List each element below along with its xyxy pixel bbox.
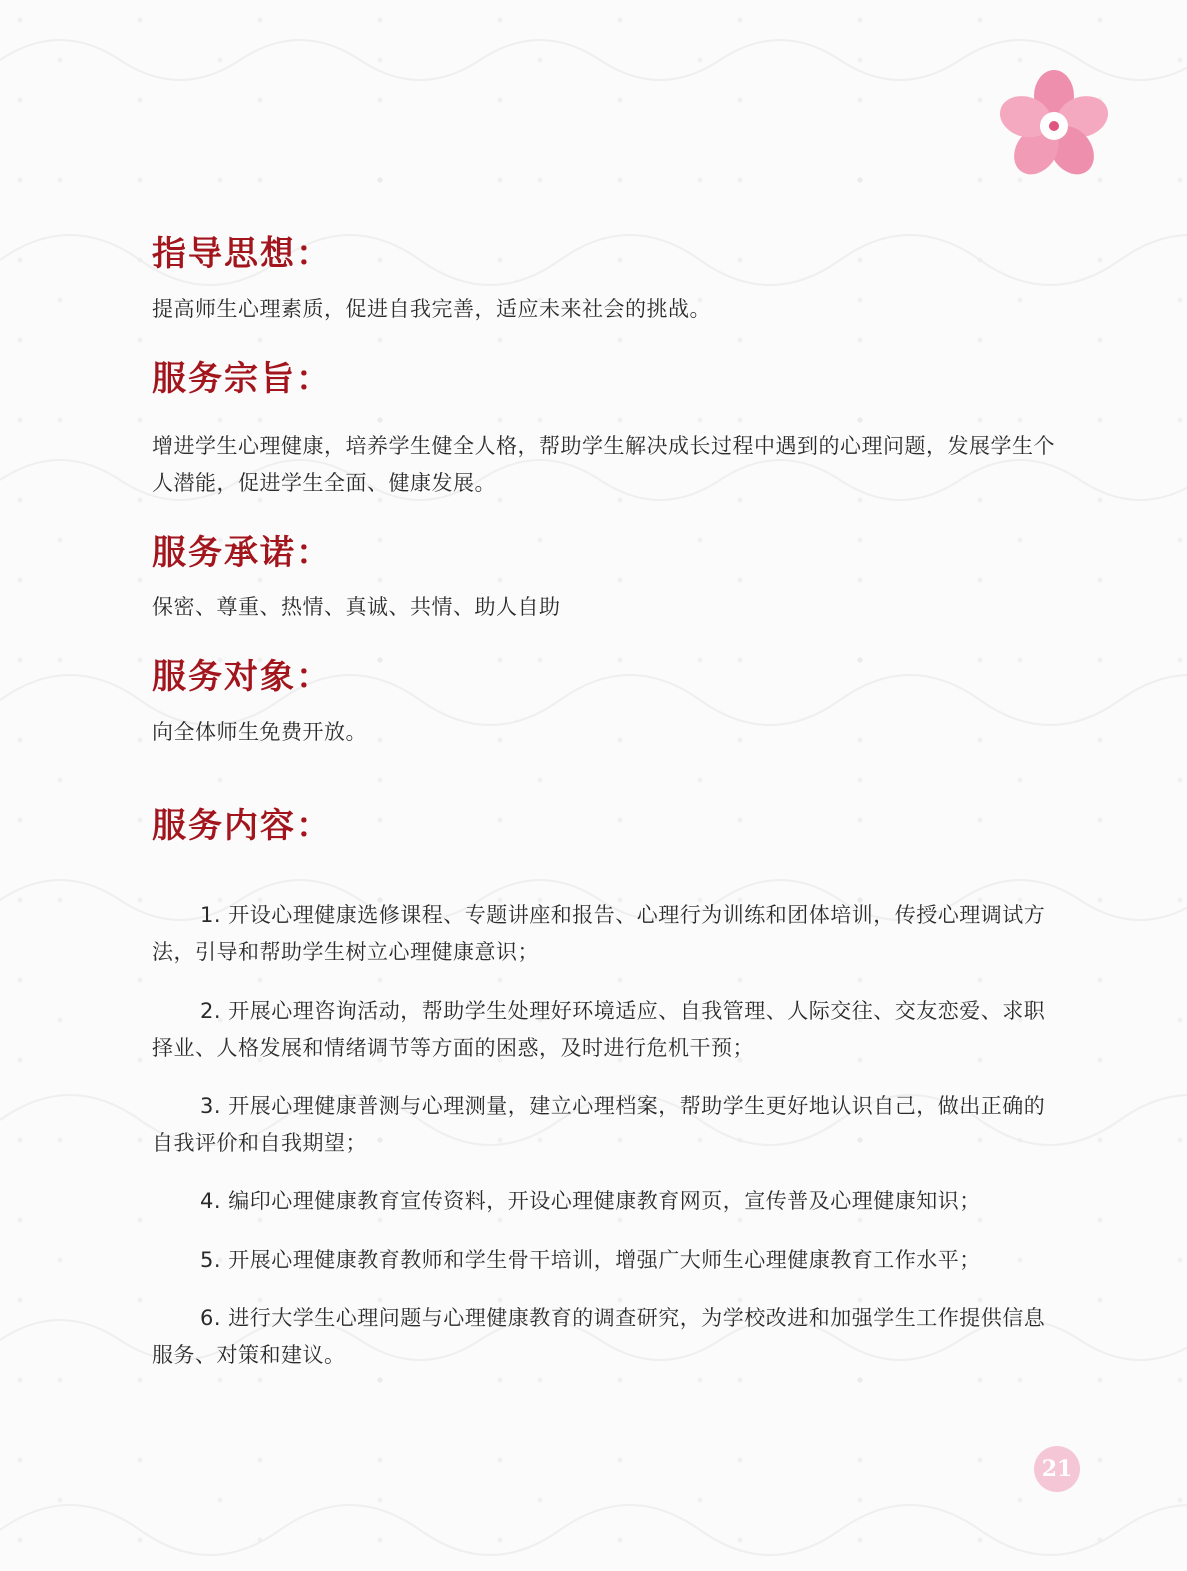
service-content-heading: 服务内容： [152, 806, 332, 846]
service-content-item: 3. 开展心理健康普测与心理测量，建立心理档案，帮助学生更好地认识自己，做出正确的自我评价和自我期望； [152, 1094, 1046, 1155]
service-audience-heading: 服务对象： [152, 657, 332, 697]
service-purpose-text: 增进学生心理健康，培养学生健全人格，帮助学生解决成长过程中遇到的心理问题，发展学生个人潜能，促进学生全面、健康发展。 [152, 434, 1055, 495]
service-promise-heading: 服务承诺： [152, 533, 332, 573]
service-content-item: 2. 开展心理咨询活动，帮助学生处理好环境适应、自我管理、人际交往、交友恋爱、求职择业、人格发展和情绪调节等方面的困惑，及时进行危机干预； [152, 999, 1046, 1060]
service-purpose-heading: 服务宗旨： [152, 359, 332, 399]
guiding-ideology-text: 提高师生心理素质，促进自我完善，适应未来社会的挑战。 [152, 297, 711, 321]
service-promise-text: 保密、尊重、热情、真诚、共情、助人自助 [152, 595, 561, 619]
service-audience-text: 向全体师生免费开放。 [152, 720, 367, 744]
guiding-ideology-heading: 指导思想： [152, 234, 332, 274]
plum-blossom-icon [992, 66, 1116, 182]
service-content-item: 1. 开设心理健康选修课程、专题讲座和报告、心理行为训练和团体培训，传授心理调试方法，引导和帮助学生树立心理健康意识； [152, 903, 1046, 964]
service-content-item: 6. 进行大学生心理问题与心理健康教育的调查研究，为学校改进和加强学生工作提供信息服务、对策和建议。 [152, 1306, 1046, 1367]
service-content-item: 4. 编印心理健康教育宣传资料，开设心理健康教育网页，宣传普及心理健康知识； [200, 1189, 981, 1213]
page-number-badge: 21 [1034, 1446, 1080, 1492]
service-content-item: 5. 开展心理健康教育教师和学生骨干培训，增强广大师生心理健康教育工作水平； [200, 1248, 981, 1272]
